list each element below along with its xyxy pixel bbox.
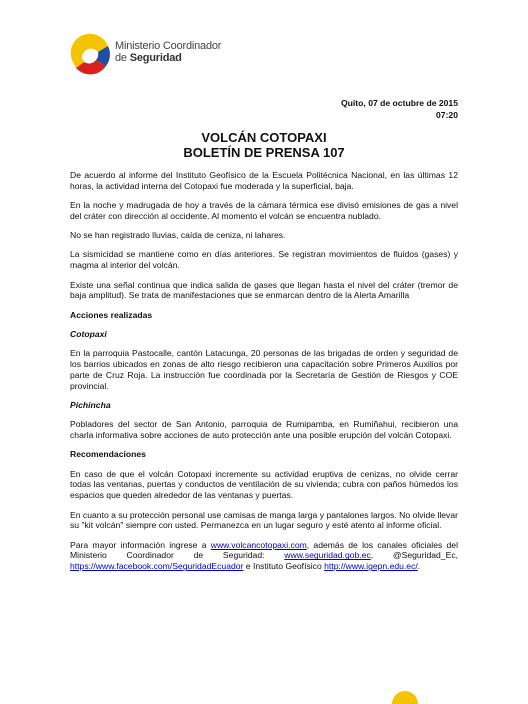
logo-line2 <box>115 52 221 64</box>
title-line1: VOLCÁN COTOPAXI <box>201 130 327 145</box>
page-title <box>0 130 528 160</box>
info-text-2: , además de los canales oficiales del Ministerio Coordinador de Seguridad: <box>70 539 459 561</box>
ministry-logo <box>68 30 228 78</box>
dateline <box>341 97 458 121</box>
paragraph-seismicity: La sismicidad se mantiene como en días anteriores. Se registran movimientos de fluidos (gases) y magma al interior del volcán. <box>70 249 458 271</box>
link-igepn[interactable]: http://www.igepn.edu.ec/ <box>324 561 418 572</box>
paragraph-no-rain: No se han registrado lluvias, caída de ceniza, ni lahares. <box>70 230 286 241</box>
footer-emblem-icon <box>390 690 420 704</box>
paragraph-pichincha: Pobladores del sector de San Antonio, parroquia de Rumipamba, en Rumiñahui, recibieron una charla informativa sobre acciones de auto protección ante una posible erupción del volcán Cotopaxi. <box>70 419 458 441</box>
paragraph-intro: De acuerdo al informe del Instituto Geofísico de la Escuela Politécnica Nacional, en las últimas 12 horas, la actividad interna del Cotopaxi fue moderada y la superficial, baja. <box>70 170 458 191</box>
ministry-emblem-icon <box>68 30 114 78</box>
link-volcancotopaxi[interactable]: www.volcancotopaxi.com <box>210 539 307 550</box>
info-text-5: . <box>417 561 421 572</box>
logo-line2-bold: Seguridad <box>129 52 182 64</box>
title-line2: BOLETÍN DE PRENSA 107 <box>183 145 345 160</box>
bulletin-body <box>70 170 458 581</box>
paragraph-rec-ash: En caso de que el volcán Cotopaxi incremente su actividad eruptiva de cenizas, no olvide cerrar todas las ventanas, puertas y conductos de ventilación de su vivienda; cubra con paños húmedos los espacios que queden alrededor de las ventanas y puertas. <box>70 468 458 501</box>
paragraph-emissions: En la noche y madrugada de hoy a través de la cámara térmica ese divisó emisiones de gas a nivel del cráter con dirección al occidente. Al momento el volcán se encuentra nublado. <box>70 200 458 221</box>
heading-recomendaciones: Recomendaciones <box>70 449 146 460</box>
paragraph-more-info <box>70 540 458 572</box>
link-seguridad[interactable]: www.seguridad.gob.ec <box>284 550 371 561</box>
link-facebook[interactable]: https://www.facebook.com/SeguridadEcuador <box>70 561 244 572</box>
logo-line2-prefix: de <box>115 52 130 64</box>
logo-line1: Ministerio Coordinador <box>115 40 222 52</box>
paragraph-rec-protection: En cuanto a su protección personal use camisas de manga larga y pantalones largos. No olvide llevar su "kit volcán" siempre con usted. Permanezca en un lugar seguro y esté atento al informe oficial. <box>70 509 458 531</box>
info-text-1: Para mayor información ingrese a <box>70 539 211 550</box>
heading-acciones: Acciones realizadas <box>70 309 153 320</box>
paragraph-cotopaxi: En la parroquia Pastocalle, cantón Latacunga, 20 personas de las brigadas de orden y seguridad de los barrios ubicados en zonas de alto riesgo recibieron una capacitación sobre Primeros Auxilios por parte de Cruz Roja. La instrucción fue coordinada por la Secretaría de Gestión de Riesgos y COE provincial. <box>70 348 458 391</box>
time: 07:20 <box>436 110 458 120</box>
subheading-pichincha: Pichincha <box>70 399 111 410</box>
info-text-3: , @Seguridad_Ec, <box>370 550 459 561</box>
subheading-cotopaxi: Cotopaxi <box>70 328 107 339</box>
info-text-4: e Instituto Geofísico <box>243 561 325 572</box>
place-date: Quito, 07 de octubre de 2015 <box>340 98 458 108</box>
logo-text <box>115 40 221 64</box>
paragraph-tremor: Existe una señal continua que indica salida de gases que llegan hasta el nivel del cráter (tremor de baja amplitud). Se trata de manifestaciones que se enmarcan dentro de la Alerta Amarilla <box>70 279 458 301</box>
